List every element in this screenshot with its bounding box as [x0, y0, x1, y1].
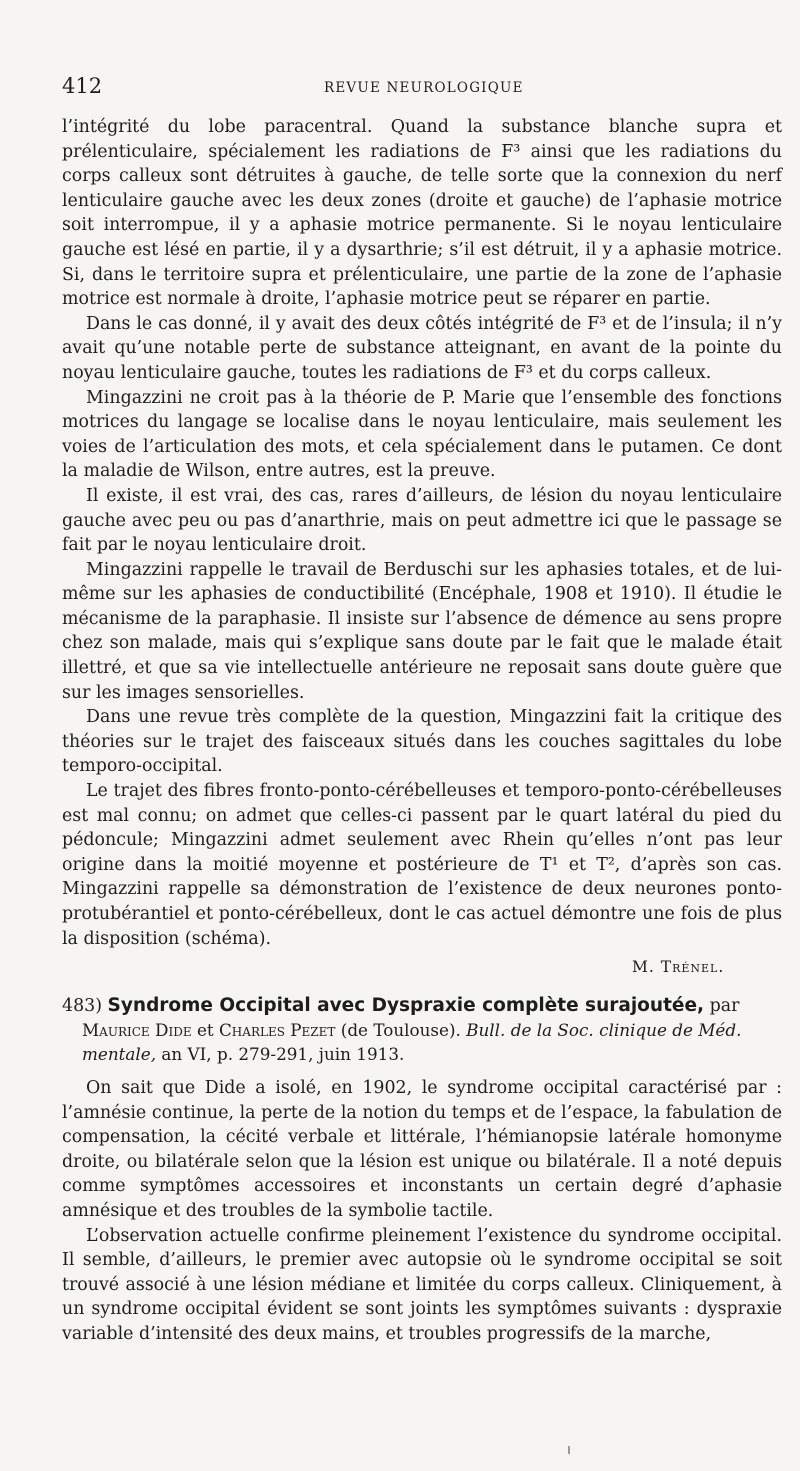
paragraph: Le trajet des fibres fronto-ponto-cérébelleuses et temporo-ponto-cérébelleuses est mal connu; on admet que celles-ci passent par le quart latéral du pied du pédoncule; Mingazzini admet seulement avec Rhein qu’elles n’ont pas leur origine dans la moitié moyenne et postérieure de T¹ et T², d’après son cas. Mingazzini rappelle sa démonstration de l’existence de deux neurones ponto-protubérantiel et ponto-cérébelleux, dont le cas actuel démontre une fois de plus la disposition (schéma). [62, 781, 782, 949]
author-name: Maurice Dide [82, 1020, 192, 1040]
paragraph: L’observation actuelle confirme pleinement l’existence du syndrome occipital. Il semble, d’ailleurs, le premier avec autopsie où le syndrome occipital se soit trouvé associé à une lésion médiane et limitée du corps calleux. Cliniquement, à un syndrome occipital évident se sont joints les symptômes suivants : dyspraxie variable d’intensité des deux mains, et troubles progressifs de la marche, [62, 1225, 782, 1344]
author-affiliation: (de Toulouse). [340, 1020, 461, 1040]
abstract-body [62, 1076, 782, 1347]
abstract-title: Syndrome Occipital avec Dyspraxie complète surajoutée, [107, 995, 705, 1016]
abstract-by: par [709, 996, 740, 1016]
paragraph: Dans le cas donné, il y avait des deux côtés intégrité de F³ et de l’insula; il n’y avait qu’une notable perte de substance atteignant, en avant de la pointe du noyau lenticulaire gauche, toutes les radiations de F³ et du corps calleux. [62, 313, 782, 383]
abstract-entry [62, 994, 782, 1347]
abstract-number: 483) [62, 996, 102, 1016]
abstract-reference [62, 1018, 782, 1066]
paragraph: On sait que Dide a isolé, en 1902, le syndrome occipital caractérisé par : l’amnésie continue, la perte de la notion du temps et de l’espace, la fabulation de compensation, la cécité verbale et littérale, l’hémianopsie latérale homonyme droite, ou bilatérale selon que la lésion est unique ou bilatérale. Il a noté depuis comme symptômes accessoires et inconstants un certain degré d’aphasie amnésique et des troubles de la symbolie tactile. [62, 1078, 782, 1221]
paragraph: Mingazzini ne croit pas à la théorie de P. Marie que l’ensemble des fonctions motrices du langage se localise dans le noyau lenticulaire, mais seulement les voies de l’articulation des mots, et cela spécialement dans le putamen. Ce dont la maladie de Wilson, entre autres, est la preuve. [62, 387, 782, 482]
paragraph: Dans une revue très complète de la question, Mingazzini fait la critique des théories sur le trajet des faisceaux situés dans les couches sagittales du lobe temporo-occipital. [62, 707, 782, 777]
author-conjunction: et [196, 1020, 214, 1040]
journal-title: Bull. de la Soc. clinique de Méd. mentale, [82, 1020, 742, 1064]
author-name: Charles Pezet [218, 1020, 336, 1040]
page-header [62, 74, 762, 98]
print-mark [568, 1446, 570, 1454]
abstract-heading [62, 994, 782, 1018]
paragraph: l’intégrité du lobe paracentral. Quand la substance blanche supra et prélenticulaire, spécialement les radiations de F³ ainsi que les radiations du corps calleux sont détruites à gauche, de telle sorte que la connexion du nerf lenticulaire gauche avec les deux zones (droite et gauche) de l’aphasie motrice soit interrompue, il y a aphasie motrice permanente. Si le noyau lenticulaire gauche est lésé en partie, il y a dysarthrie; s’il est détruit, il y a aphasie motrice. Si, dans le territoire supra et prélenticulaire, une partie de la zone de l’aphasie motrice est normale à droite, l’aphasie motrice peut se réparer en partie. [62, 117, 782, 310]
page-number: 412 [62, 74, 103, 98]
paragraph: Il existe, il est vrai, des cas, rares d’ailleurs, de lésion du noyau lenticulaire gauche avec peu ou pas d’anarthrie, mais on peut admettre ici que le passage se fait par le noyau lenticulaire droit. [62, 485, 782, 556]
running-title: REVUE NEUROLOGIQUE [324, 80, 524, 96]
article-body [62, 115, 782, 951]
citation-details: an VI, p. 279-291, juin 1913. [161, 1044, 405, 1064]
signature: M. Trénel. [632, 958, 725, 976]
paragraph: Mingazzini rappelle le travail de Berduschi sur les aphasies totales, et de lui-même sur les aphasies de conductibilité (Encéphale, 1908 et 1910). Il étudie le mécanisme de la paraphasie. Il insiste sur l’absence de démence au sens propre chez son malade, mais qui s’explique sans doute par le fait que le malade était illettré, et que sa vie intellectuelle antérieure ne reposait sans doute guère que sur les images sensorielles. [62, 559, 782, 703]
